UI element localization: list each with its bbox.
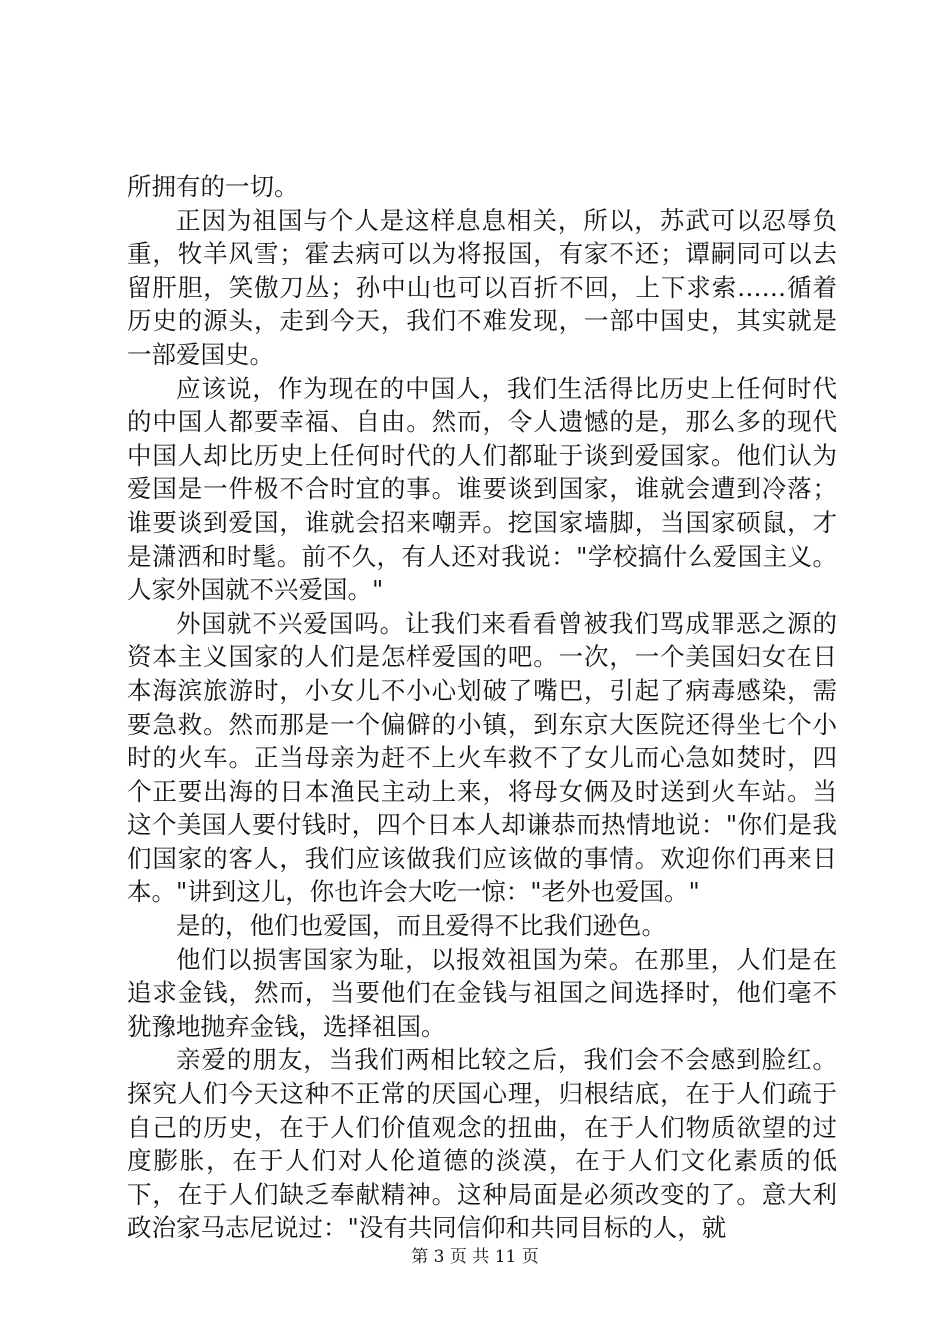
paragraph-3: 应该说，作为现在的中国人，我们生活得比历史上任何时代的中国人都要幸福、自由。然而，令人遗憾的是，那么多的现代中国人却比历史上任何时代的人们都耻于谈到爱国家。他们认为爱国是一件极不合时宜的事。谁要谈到国家，谁就会遭到冷落；谁要谈到爱国，谁就会招来嘲弄。挖国家墙脚，当国家硕鼠，才是潇洒和时髦。前不久，有人还对我说："学校搞什么爱国主义。人家外国就不兴爱国。"	[127, 373, 837, 605]
paragraph-1: 所拥有的一切。	[127, 172, 299, 201]
paragraph-7: 亲爱的朋友，当我们两相比较之后，我们会不会感到脸红。探究人们今天这种不正常的厌国心理，归根结底，在于人们疏于自己的历史，在于人们价值观念的扭曲，在于人们物质欲望的过度膨胀，在于人们对人伦道德的淡漠，在于人们文化素质的低下，在于人们缺乏奉献精神。这种局面是必须改变的了。意大利政治家马志尼说过："没有共同信仰和共同目标的人，就	[127, 1045, 837, 1243]
page-number-label: 第 3 页 共 11 页	[411, 1247, 539, 1267]
paragraph-5: 是的，他们也爱国，而且爱得不比我们逊色。	[176, 911, 666, 941]
body-text	[127, 170, 837, 1245]
paragraph-4: 外国就不兴爱国吗。让我们来看看曾被我们骂成罪恶之源的资本主义国家的人们是怎样爱国的吧。一次，一个美国妇女在日本海滨旅游时，小女儿不小心划破了嘴巴，引起了病毒感染，需要急救。然而那是一个偏僻的小镇，到东京大医院还得坐七个小时的火车。正当母亲为赶不上火车救不了女儿而心急如焚时，四个正要出海的日本渔民主动上来，将母女俩及时送到火车站。当这个美国人要付钱时，四个日本人却谦恭而热情地说："你们是我们国家的客人，我们应该做我们应该做的事情。欢迎你们再来日本。"讲到这儿，你也许会大吃一惊："老外也爱国。"	[127, 608, 837, 907]
page-footer	[0, 1242, 950, 1267]
paragraph-6: 他们以损害国家为耻，以报效祖国为荣。在那里，人们是在追求金钱，然而，当要他们在金钱与祖国之间选择时，他们毫不犹豫地抛弃金钱，选择祖国。	[127, 944, 837, 1041]
paragraph-2: 正因为祖国与个人是这样息息相关，所以，苏武可以忍辱负重，牧羊风雪；霍去病可以为将报国，有家不还；谭嗣同可以去留肝胆，笑傲刀丛；孙中山也可以百折不回，上下求索……循着历史的源头，走到今天，我们不难发现，一部中国史，其实就是一部爱国史。	[127, 205, 837, 369]
